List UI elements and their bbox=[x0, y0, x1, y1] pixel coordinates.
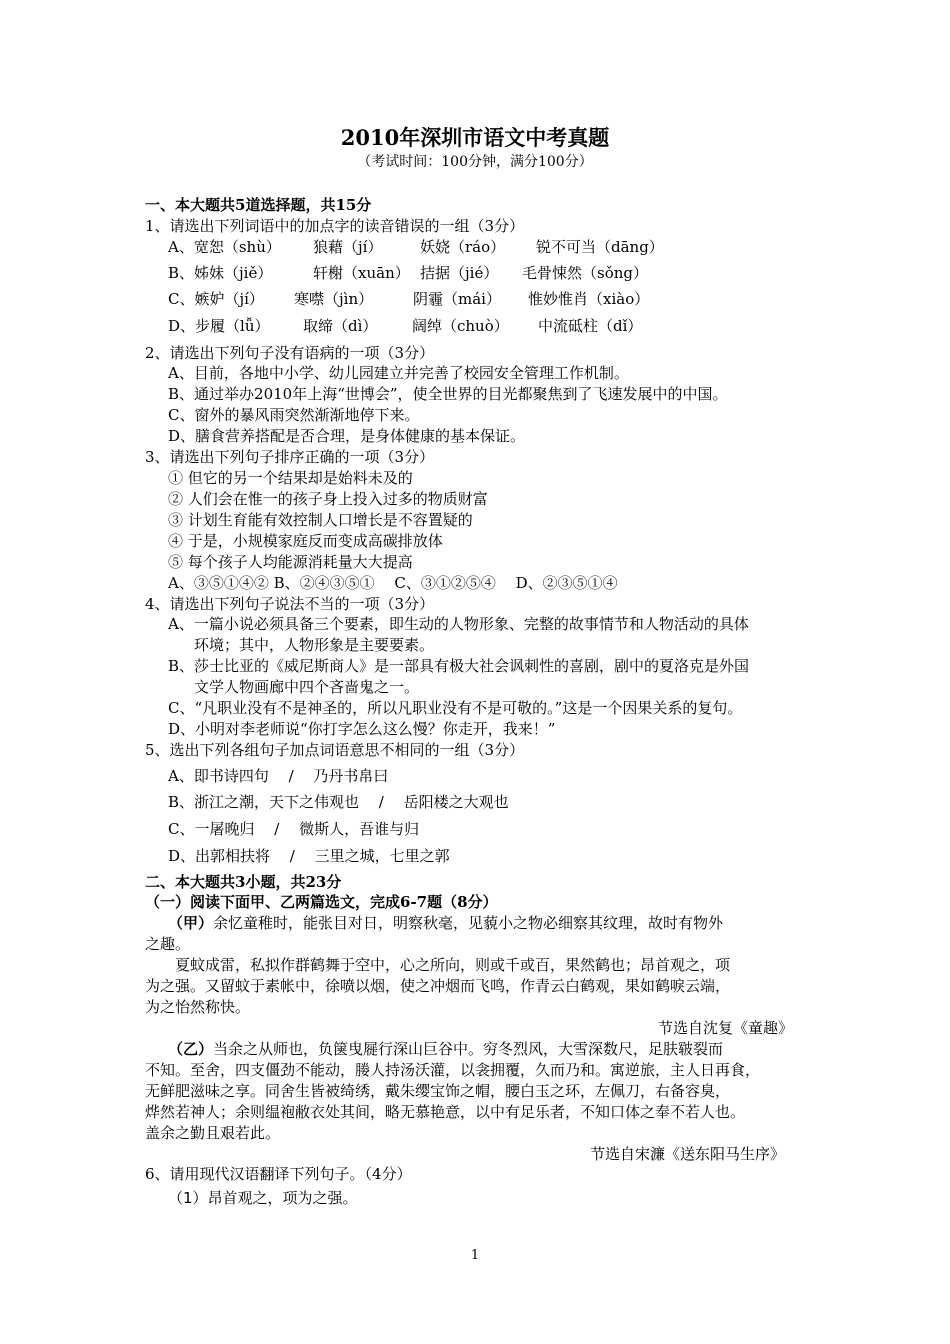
passage-label: （乙） bbox=[168, 1040, 214, 1058]
passage-label: （甲） bbox=[168, 914, 214, 932]
subsection-heading: （一）阅读下面甲、乙两篇选文，完成6-7题（8分） bbox=[145, 893, 498, 911]
option-item: 锐不可当（dāng） bbox=[536, 238, 664, 256]
passage-text: 余忆童稚时，能张目对日，明察秋毫，见藐小之物必细察其纹理，故时有物外 bbox=[213, 914, 724, 932]
option-item: 拮据（jié） bbox=[420, 264, 499, 282]
page-title: 2010年深圳市语文中考真题 bbox=[340, 125, 610, 150]
page-number: 1 bbox=[470, 1248, 480, 1263]
section-heading: 二、本大题共3小题，共23分 bbox=[145, 873, 342, 891]
option-item: A、宽恕（shù） bbox=[168, 238, 281, 256]
option-item: C、嫉妒（jí） bbox=[168, 290, 264, 308]
sentence-item: ① 但它的另一个结果却是始料未及的 bbox=[168, 469, 413, 487]
option-line: A、一篇小说必须具备三个要素，即生动的人物形象、完整的故事情节和人物活动的具体 bbox=[168, 615, 749, 633]
sentence-item: ④ 于是，小规模家庭反而变成高碳排放体 bbox=[168, 532, 443, 550]
option-item: 阴霾（mái） bbox=[413, 290, 501, 308]
passage-line: 为之怡然称快。 bbox=[145, 998, 251, 1016]
sentence-item: ③ 计划生育能有效控制人口增长是不容置疑的 bbox=[168, 511, 473, 529]
sub-question: （1）昂首观之，项为之强。 bbox=[168, 1189, 358, 1207]
passage-line: 不知。至舍，四支僵劲不能动，媵人持汤沃灌，以衾拥覆，久而乃和。寓逆旅，主人日再食， bbox=[145, 1061, 761, 1079]
option-line: C、“凡职业没有不是神圣的，所以凡职业没有不是可敬的。”这是一个因果关系的复句。 bbox=[168, 699, 743, 717]
question-stem: 6、请用现代汉语翻译下列句子。（4分） bbox=[145, 1165, 412, 1183]
option-line-cont: 文学人物画廊中四个吝啬鬼之一。 bbox=[194, 678, 420, 696]
option-line: C、窗外的暴风雨突然渐渐地停下来。 bbox=[168, 406, 420, 424]
question-stem: 2、请选出下列句子没有语病的一项（3分） bbox=[145, 344, 435, 362]
option-item: D、步履（lǚ） bbox=[168, 317, 270, 335]
option-item: 惟妙惟肖（xiào） bbox=[528, 290, 650, 308]
option-line: B、莎士比亚的《威尼斯商人》是一部具有极大社会讽刺性的喜剧，剧中的夏洛克是外国 bbox=[168, 657, 750, 675]
passage-line: 烨然若神人；余则缊袍敝衣处其间，略无慕艳意，以中有足乐者，不知口体之奉不若人也。 bbox=[145, 1103, 746, 1121]
passage-line: 为之强。又留蚊于素帐中，徐喷以烟，使之冲烟而飞鸣，作青云白鹤观，果如鹤唳云端， bbox=[145, 977, 731, 995]
section-heading: 一、本大题共5道选择题，共15分 bbox=[145, 196, 372, 214]
option-item: 中流砥柱（dǐ） bbox=[538, 317, 643, 335]
option-item: 轩榭（xuān） bbox=[313, 264, 410, 282]
option-item: 毛骨悚然（sǒng） bbox=[522, 264, 648, 282]
option-line: A、③⑤①④② B、②④③⑤① C、③①②⑤④ D、②③⑤①④ bbox=[168, 574, 618, 592]
option-item: 寒噤（jìn） bbox=[294, 290, 374, 308]
option-item: 取缔（dì） bbox=[303, 317, 378, 335]
option-line: D、出郭相扶将 / 三里之城，七里之郭 bbox=[168, 847, 450, 865]
sentence-item: ⑤ 每个孩子人均能源消耗量大大提高 bbox=[168, 553, 413, 571]
option-line: C、一屠晚归 / 微斯人，吾谁与归 bbox=[168, 820, 420, 838]
question-stem: 3、请选出下列句子排序正确的一项（3分） bbox=[145, 448, 435, 466]
option-item: 阔绰（chuò） bbox=[412, 317, 509, 335]
exam-info: （考试时间：100分钟，满分100分） bbox=[357, 154, 593, 170]
option-line: D、小明对李老师说“你打字怎么这么慢？你走开，我来！” bbox=[168, 720, 556, 738]
option-line-cont: 环境；其中，人物形象是主要要素。 bbox=[194, 636, 435, 654]
sentence-item: ② 人们会在惟一的孩子身上投入过多的物质财富 bbox=[168, 490, 488, 508]
passage-source: 节选自宋濂《送东阳马生序》 bbox=[590, 1145, 786, 1163]
option-line: B、浙江之潮，天下之伟观也 / 岳阳楼之大观也 bbox=[168, 793, 509, 811]
passage-line bbox=[168, 1039, 723, 1059]
option-line: A、目前，各地中小学、幼儿园建立并完善了校园安全管理工作机制。 bbox=[168, 364, 629, 382]
option-line: D、膳食营养搭配是否合理，是身体健康的基本保证。 bbox=[168, 427, 526, 445]
option-item: 妖娆（ráo） bbox=[420, 238, 506, 256]
passage-line: 夏蚊成雷，私拟作群鹤舞于空中，心之所向，则或千或百，果然鹤也；昂首观之，项 bbox=[175, 956, 731, 974]
passage-text: 当余之从师也，负箧曳屣行深山巨谷中。穷冬烈风，大雪深数尺，足肤皲裂而 bbox=[213, 1040, 724, 1058]
option-line: B、通过举办2010年上海“世博会”，使全世界的目光都聚焦到了飞速发展中的中国。 bbox=[168, 385, 728, 403]
passage-source: 节选自沈复《童趣》 bbox=[658, 1019, 794, 1037]
question-stem: 5、选出下列各组句子加点词语意思不相同的一组（3分） bbox=[145, 741, 525, 759]
option-line: A、即书诗四句 / 乃丹书帛曰 bbox=[168, 767, 389, 785]
passage-line: 盖余之勤且艰若此。 bbox=[145, 1124, 281, 1142]
passage-line: 之趣。 bbox=[145, 935, 191, 953]
option-item: 狼藉（jí） bbox=[313, 238, 383, 256]
question-stem: 1、请选出下列词语中的加点字的读音错误的一组（3分） bbox=[145, 217, 525, 235]
passage-line bbox=[168, 913, 723, 933]
option-item: B、姊妹（jiě） bbox=[168, 264, 273, 282]
question-stem: 4、请选出下列句子说法不当的一项（3分） bbox=[145, 595, 435, 613]
passage-line: 无鲜肥滋味之享。同舍生皆被绮绣，戴朱缨宝饰之帽，腰白玉之环，左佩刀，右备容臭， bbox=[145, 1082, 731, 1100]
